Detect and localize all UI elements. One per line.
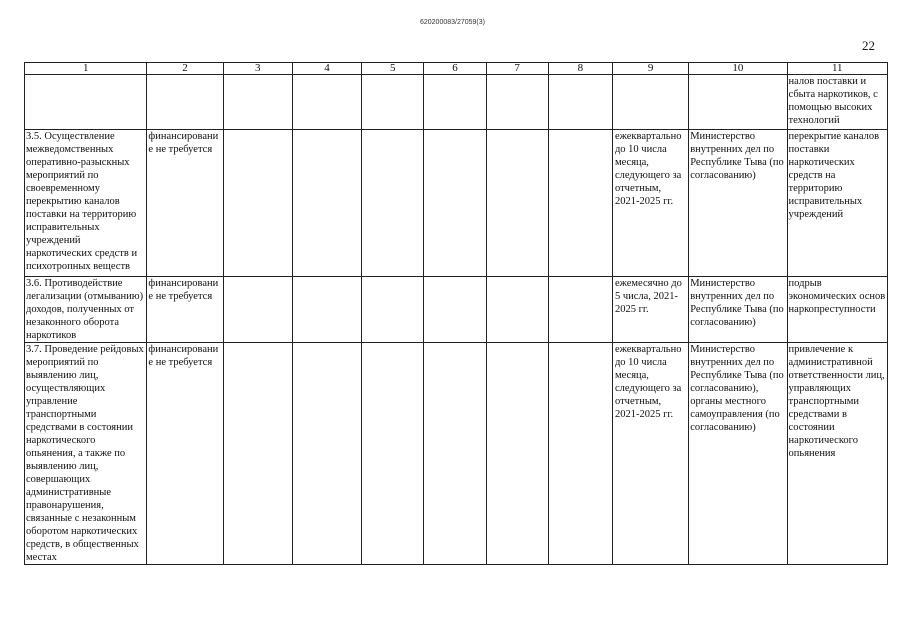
funding-cell: финансирование не требуется — [147, 277, 223, 343]
header-cell: 10 — [689, 63, 787, 75]
responsible-cell: Министерство внутренних дел по Республике Тыва (по согласованию) — [689, 277, 787, 343]
table-row — [25, 343, 888, 565]
header-cell: 2 — [147, 63, 223, 75]
measure-cell: 3.7. Проведение рейдовых мероприятий по выявлению лиц, осуществляющих управление транспортными средствами в состоянии наркотического опьянения, а также по выявлению лиц, совершающих административные правонарушения, связанные с незаконным оборотом наркотических средств, в общественных местах — [25, 343, 147, 565]
funding-cell: финансирование не требуется — [147, 343, 223, 565]
responsible-cell: Министерство внутренних дел по Республике Тыва (по согласованию), органы местного самоуправления (по согласованию) — [689, 343, 787, 565]
result-cell: привлечение к административной ответственности лиц, управляющих транспортными средствами в состоянии наркотического опьянения — [787, 343, 887, 565]
header-cell: 6 — [424, 63, 486, 75]
measure-cell: 3.5. Осуществление межведомственных оперативно-разыскных мероприятий по своевременному перекрытию каналов поставки на территорию исправительных учреждений наркотических средств и психотропных веществ — [25, 130, 147, 277]
deadline-cell: ежеквартально до 10 числа месяца, следующего за отчетным, 2021-2025 гг. — [612, 130, 688, 277]
measure-cell: 3.6. Противодействие легализации (отмыванию) доходов, полученных от незаконного оборота наркотиков — [25, 277, 147, 343]
header-cell: 4 — [292, 63, 361, 75]
measures-table — [24, 62, 888, 565]
funding-cell: финансирование не требуется — [147, 130, 223, 277]
header-cell: 1 — [25, 63, 147, 75]
header-cell: 11 — [787, 63, 887, 75]
table-header-row — [25, 63, 888, 75]
table-row — [25, 75, 888, 130]
deadline-cell: ежеквартально до 10 числа месяца, следующего за отчетным, 2021-2025 гг. — [612, 343, 688, 565]
page-number: 22 — [862, 38, 875, 53]
continuation-result-cell: налов поставки и сбыта наркотиков, с помощью высоких технологий — [787, 75, 887, 130]
document-id: 620200083/27059(3) — [419, 19, 485, 26]
result-cell: подрыв экономических основ наркопреступности — [787, 277, 887, 343]
responsible-cell: Министерство внутренних дел по Республике Тыва (по согласованию) — [689, 130, 787, 277]
header-cell: 9 — [612, 63, 688, 75]
table-row — [25, 130, 888, 277]
deadline-cell: ежемесячно до 5 числа, 2021-2025 гг. — [612, 277, 688, 343]
header-cell: 7 — [486, 63, 548, 75]
header-cell: 8 — [548, 63, 612, 75]
table-row — [25, 277, 888, 343]
header-cell: 5 — [362, 63, 424, 75]
result-cell: перекрытие каналов поставки наркотических средств на территорию исправительных учреждений — [787, 130, 887, 277]
header-cell: 3 — [223, 63, 292, 75]
